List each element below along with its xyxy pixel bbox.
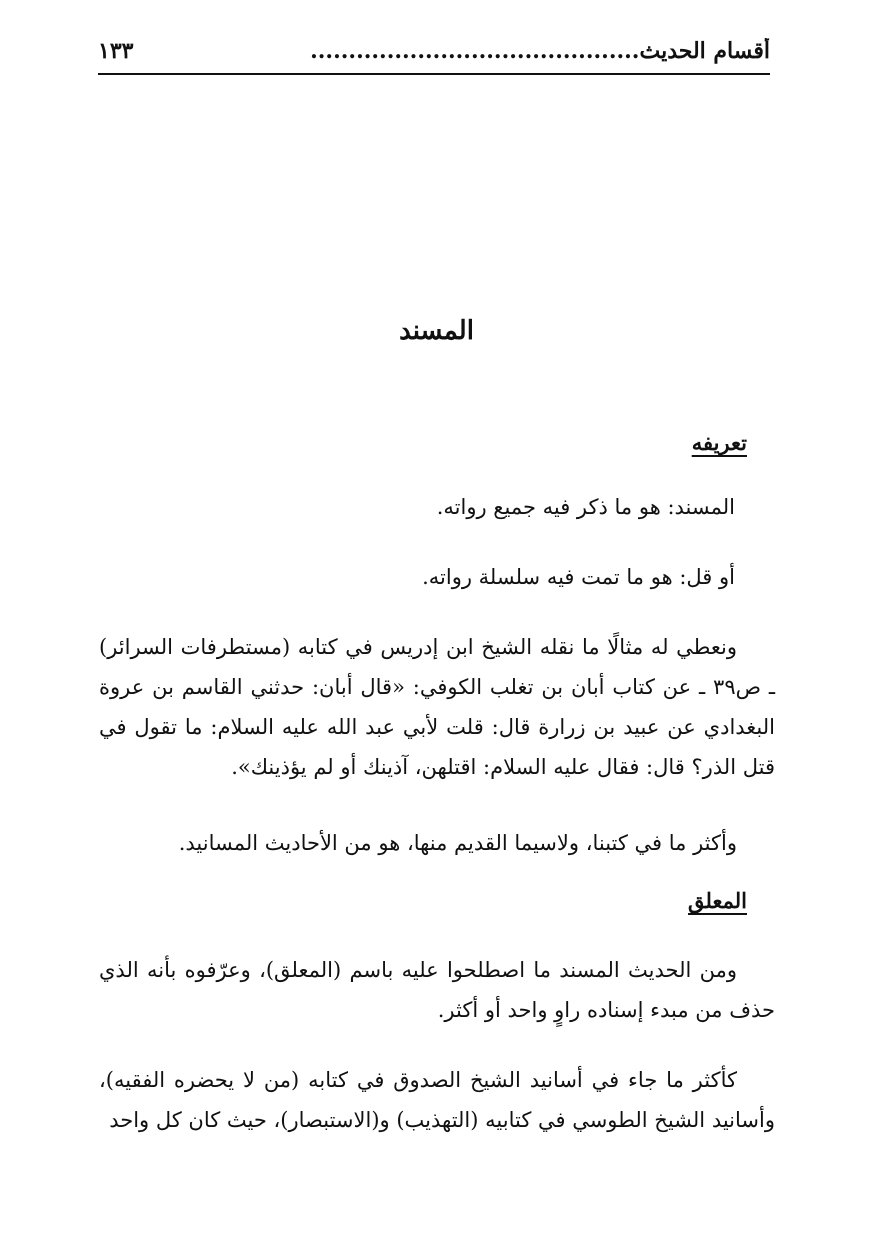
chapter-title: المسند [399, 316, 474, 346]
muallaq-example-paragraph: كأكثر ما جاء في أسانيد الشيخ الصدوق في كتابه (من لا يحضره الفقيه)، وأسانيد الشيخ الطوسي في كتابيه (التهذيب) و(الاستبصار)، حيث كان كل واحد [99, 1068, 775, 1132]
running-header [98, 38, 770, 72]
page-number: ١٣٣ [98, 38, 134, 64]
example-paragraph: ونعطي له مثالًا ما نقله الشيخ ابن إدريس في كتابه (مستطرفات السرائر) ـ ص٣٩ ـ عن كتاب أبان بن تغلب الكوفي: «قال أبان: حدثني القاسم بن عروة البغدادي عن عبيد بن زرارة قال: قلت لأبي عبد الله عليه السلام: ما تقول في قتل الذر؟ قال: فقال عليه السلام: اقتلهن، آذينك أو لم يؤذينك». [99, 635, 775, 779]
note-paragraph: وأكثر ما في كتبنا، ولاسيما القديم منها، هو من الأحاديث المسانيد. [178, 831, 737, 855]
definition-paragraph-1: المسند: هو ما ذكر فيه جميع رواته. [436, 495, 735, 519]
definition-paragraph-2: أو قل: هو ما تمت فيه سلسلة رواته. [422, 565, 735, 589]
header-dots: ........................................... [310, 38, 640, 64]
definition-heading: تعريفه [691, 430, 747, 455]
header-title: أقسام الحديث [639, 38, 770, 64]
muallaq-heading: المعلق [688, 888, 747, 913]
header-rule [98, 73, 770, 75]
muallaq-definition-paragraph: ومن الحديث المسند ما اصطلحوا عليه باسم (المعلق)، وعرّفوه بأنه الذي حذف من مبدء إسناده راوٍ واحد أو أكثر. [99, 958, 775, 1022]
